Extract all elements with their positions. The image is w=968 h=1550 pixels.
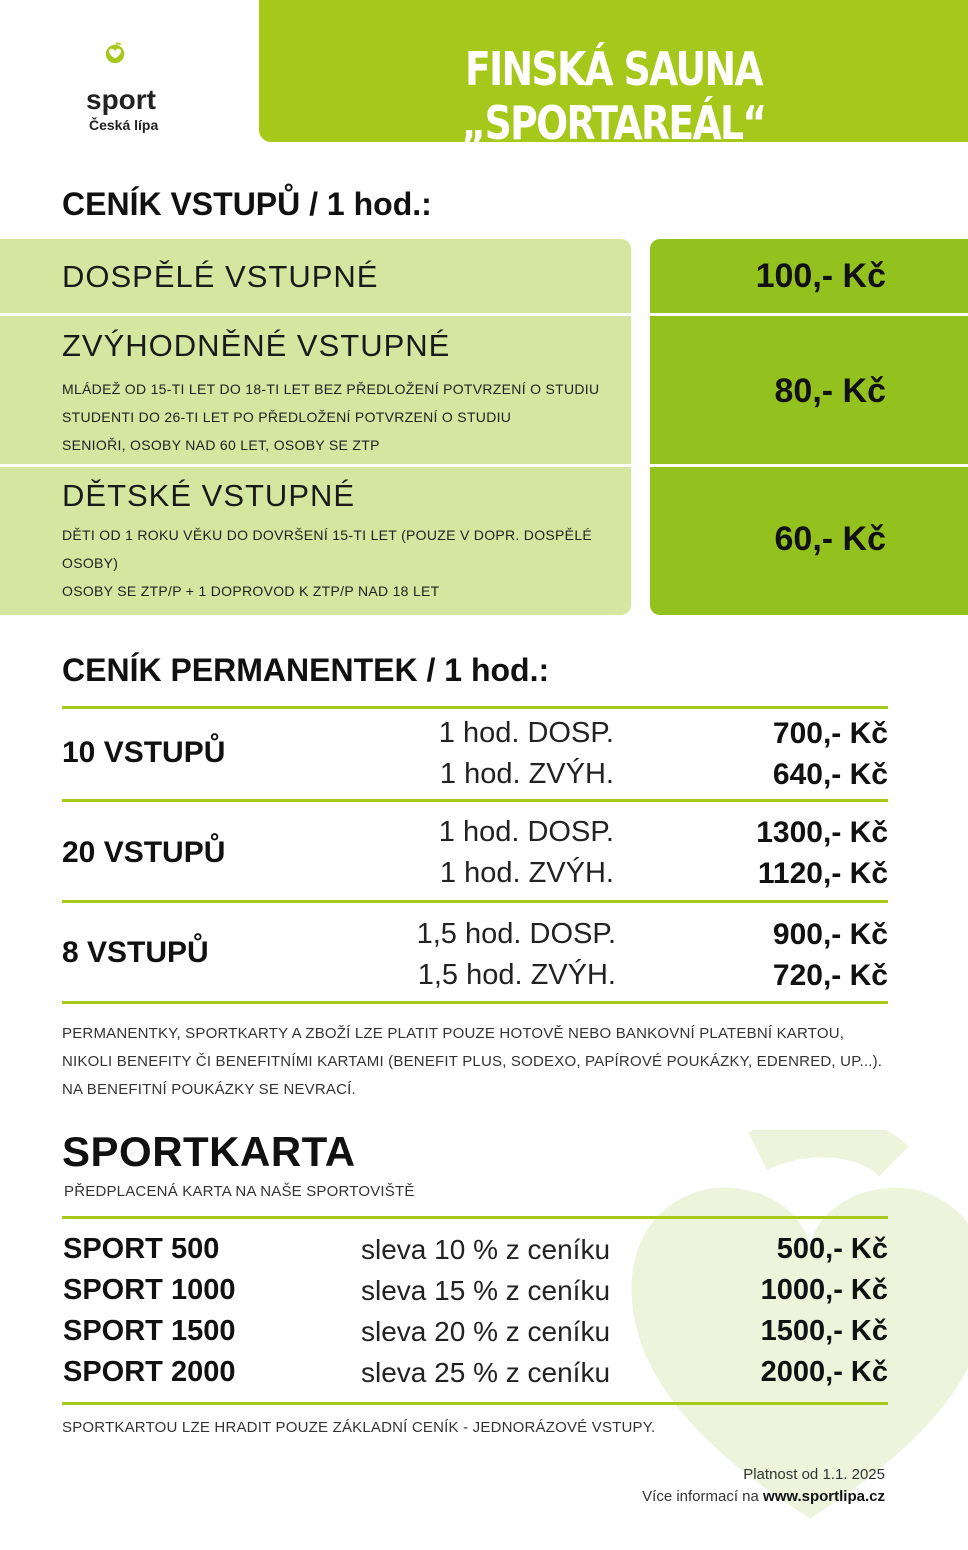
entry-price: 100,- Kč	[755, 257, 886, 295]
pass-line-price: 700,- Kč	[772, 717, 888, 750]
sportkarta-discount: sleva 20 % z ceníku	[361, 1316, 611, 1347]
pass-line-desc: 1 hod. DOSP.	[438, 717, 614, 749]
divider	[0, 313, 631, 316]
pass-line-price: 720,- Kč	[772, 959, 888, 992]
sportkarta-name: SPORT 1000	[63, 1274, 236, 1306]
pass-line-price: 900,- Kč	[772, 918, 888, 951]
validity-text: Platnost od 1.1. 2025	[743, 1466, 885, 1483]
divider	[650, 313, 968, 316]
logo-city: Česká lípa	[89, 117, 159, 133]
sportkarta-discount: sleva 15 % z ceníku	[361, 1275, 611, 1306]
divider	[62, 706, 888, 709]
sportkarta-price: 1500,- Kč	[760, 1315, 888, 1347]
passes-heading: CENÍK PERMANENTEK / 1 hod.:	[62, 652, 550, 688]
payment-note: NA BENEFITNÍ POUKÁZKY SE NEVRACÍ.	[62, 1081, 356, 1098]
sportkarta-subheading: PŘEDPLACENÁ KARTA NA NAŠE SPORTOVIŠTĚ	[64, 1183, 415, 1200]
more-info-prefix: Více informací na	[642, 1488, 759, 1505]
pass-name: 8 VSTUPŮ	[62, 936, 209, 969]
entry-title: DĚTSKÉ VSTUPNÉ	[62, 478, 356, 513]
pass-line-desc: 1,5 hod. ZVÝH.	[417, 959, 616, 991]
entry-note: OSOBY SE ZTP/P + 1 DOPROVOD K ZTP/P NAD 18 LET	[62, 583, 440, 599]
pass-line-price: 1120,- Kč	[757, 857, 888, 890]
sportkarta-note: SPORTKARTOU LZE HRADIT POUZE ZÁKLADNÍ CENÍK - JEDNORÁZOVÉ VSTUPY.	[62, 1419, 656, 1436]
sportkarta-price: 500,- Kč	[776, 1233, 888, 1265]
divider	[0, 464, 631, 467]
sportkarta-price: 1000,- Kč	[760, 1274, 888, 1306]
more-info	[500, 1488, 885, 1505]
entries-heading: CENÍK VSTUPŮ / 1 hod.:	[62, 186, 432, 222]
sportkarta-discount: sleva 25 % z ceníku	[361, 1357, 611, 1388]
divider	[62, 1402, 888, 1405]
entry-note: SENIOŘI, OSOBY NAD 60 LET, OSOBY SE ZTP	[62, 437, 380, 453]
divider	[650, 464, 968, 467]
pass-line-desc: 1 hod. DOSP.	[438, 816, 614, 848]
sport-logo-icon	[104, 42, 150, 88]
entry-note: MLÁDEŽ OD 15-TI LET DO 18-TI LET BEZ PŘEDLOŽENÍ POTVRZENÍ O STUDIU	[62, 381, 600, 397]
entry-note: STUDENTI DO 26-TI LET PO PŘEDLOŽENÍ POTVRZENÍ O STUDIU	[62, 409, 512, 425]
divider	[62, 1001, 888, 1004]
divider	[62, 799, 888, 802]
pass-line-price: 640,- Kč	[772, 758, 888, 791]
entry-note: OSOBY)	[62, 555, 119, 571]
logo-wordmark: sport	[86, 84, 156, 115]
pass-name: 10 VSTUPŮ	[62, 736, 226, 769]
entry-title: DOSPĚLÉ VSTUPNÉ	[62, 259, 379, 294]
pass-line-price: 1300,- Kč	[756, 816, 888, 849]
payment-note: NIKOLI BENEFITY ČI BENEFITNÍMI KARTAMI (BENEFIT PLUS, SODEXO, PAPÍROVÉ POUKÁZKY, EDENRED, UP...).	[62, 1053, 883, 1070]
pass-line-desc: 1,5 hod. DOSP.	[416, 918, 616, 950]
pass-line-desc: 1 hod. ZVÝH.	[439, 758, 614, 790]
entry-price: 60,- Kč	[774, 520, 886, 558]
entry-price: 80,- Kč	[774, 372, 886, 410]
divider	[62, 1216, 888, 1219]
sportkarta-discount: sleva 10 % z ceníku	[361, 1234, 611, 1265]
sportkarta-price: 2000,- Kč	[760, 1356, 888, 1388]
entry-note: DĚTI OD 1 ROKU VĚKU DO DOVRŠENÍ 15-TI LET (POUZE V DOPR. DOSPĚLÉ	[62, 527, 593, 543]
entry-title: ZVÝHODNĚNÉ VSTUPNÉ	[62, 328, 451, 363]
payment-note: PERMANENTKY, SPORTKARTY A ZBOŽÍ LZE PLATIT POUZE HOTOVĚ NEBO BANKOVNÍ PLATEBNÍ KARTOU,	[62, 1025, 845, 1042]
divider	[62, 900, 888, 903]
website-link[interactable]: www.sportlipa.cz	[763, 1488, 885, 1505]
pass-name: 20 VSTUPŮ	[62, 836, 226, 869]
sportkarta-name: SPORT 500	[63, 1233, 220, 1265]
sportkarta-heading: SPORTKARTA	[62, 1128, 356, 1175]
page-title: FINSKÁ SAUNA „SPORTAREÁL“	[461, 42, 766, 150]
sportkarta-name: SPORT 2000	[63, 1356, 236, 1388]
sportkarta-name: SPORT 1500	[63, 1315, 236, 1347]
pass-line-desc: 1 hod. ZVÝH.	[439, 857, 614, 889]
